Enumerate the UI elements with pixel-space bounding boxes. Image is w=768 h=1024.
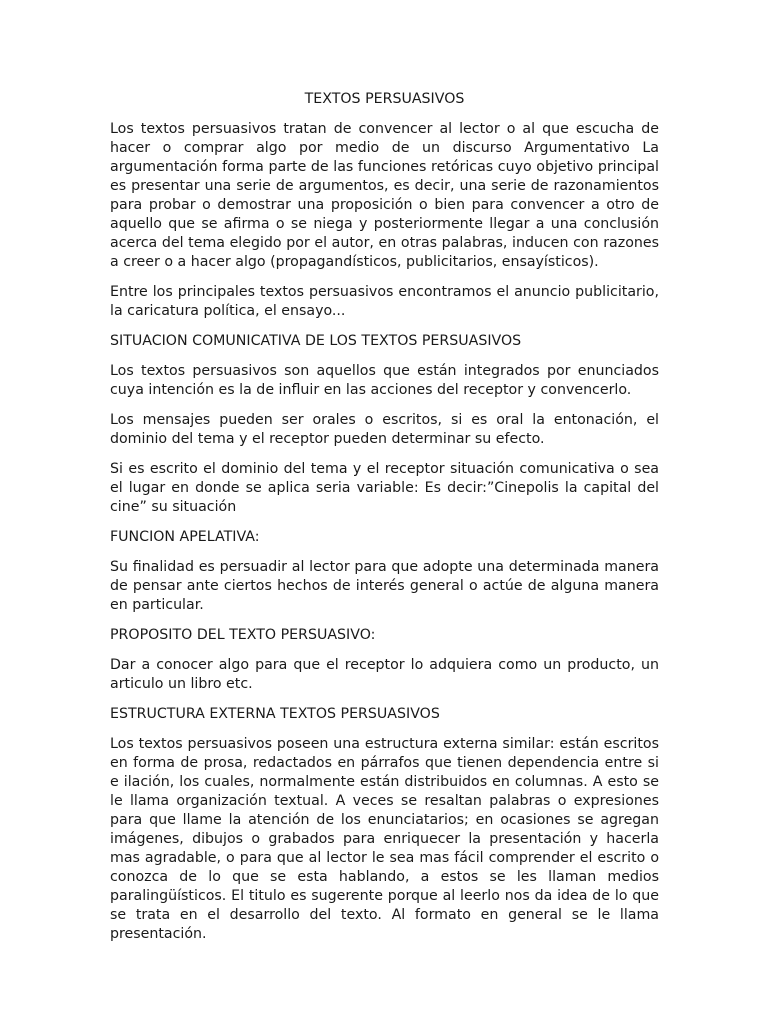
section-heading: PROPOSITO DEL TEXTO PERSUASIVO: xyxy=(110,627,376,643)
section-heading: ESTRUCTURA EXTERNA TEXTOS PERSUASIVOS xyxy=(110,706,440,722)
paragraph: Los textos persuasivos tratan de convencer al lector o al que escucha de hacer o comprar algo por medio de un discurso Argumentativo La argumentación forma parte de las funciones retóricas cuyo objetivo principal es presentar una serie de argumentos, es decir, una serie de razonamientos para probar o demostrar una proposición o bien para convencer a otro de aquello que se afirma o se niega y posteriormente llegar a una conclusión acerca del tema elegido por el autor, en otras palabras, inducen con razones a creer o a hacer algo (propagandísticos, publicitarios, ensayísticos). xyxy=(110,121,659,270)
section-heading: FUNCION APELATIVA: xyxy=(110,529,260,545)
document-title: TEXTOS PERSUASIVOS xyxy=(304,91,465,107)
paragraph: Los textos persuasivos poseen una estructura externa similar: están escritos en forma de prosa, redactados en párrafos que tienen dependencia entre si e ilación, los cuales, normalmente están distribuidos en columnas. A esto se le llama organización textual. A veces se resaltan palabras o expresiones para que llame la atención de los enunciatarios; en ocasiones se agregan imágenes, dibujos o grabados para enriquecer la presentación y hacerla mas agradable, o para que al lector le sea mas fácil comprender el escrito o conozca de lo que se esta hablando, a estos se les llaman medios paralingüísticos. El titulo es sugerente porque al leerlo nos da idea de lo que se trata en el desarrollo del texto. Al formato en general se le llama presentación. xyxy=(110,736,659,942)
paragraph: Su finalidad es persuadir al lector para que adopte una determinada manera de pensar ante ciertos hechos de interés general o actúe de alguna manera en particular. xyxy=(110,559,659,613)
paragraph: Si es escrito el dominio del tema y el receptor situación comunicativa o sea el lugar en donde se aplica seria variable: Es decir:”Cinepolis la capital del cine” su situación xyxy=(110,461,659,515)
paragraph: Dar a conocer algo para que el receptor lo adquiera como un producto, un articulo un libro etc. xyxy=(110,657,659,692)
paragraph: Los textos persuasivos son aquellos que están integrados por enunciados cuya intención es la de influir en las acciones del receptor y convencerlo. xyxy=(110,363,659,398)
paragraph: Entre los principales textos persuasivos encontramos el anuncio publicitario, la caricatura política, el ensayo... xyxy=(110,284,659,319)
document-body xyxy=(110,90,659,955)
paragraph: Los mensajes pueden ser orales o escritos, si es oral la entonación, el dominio del tema y el receptor pueden determinar su efecto. xyxy=(110,412,659,447)
section-heading: SITUACION COMUNICATIVA DE LOS TEXTOS PERSUASIVOS xyxy=(110,333,522,349)
